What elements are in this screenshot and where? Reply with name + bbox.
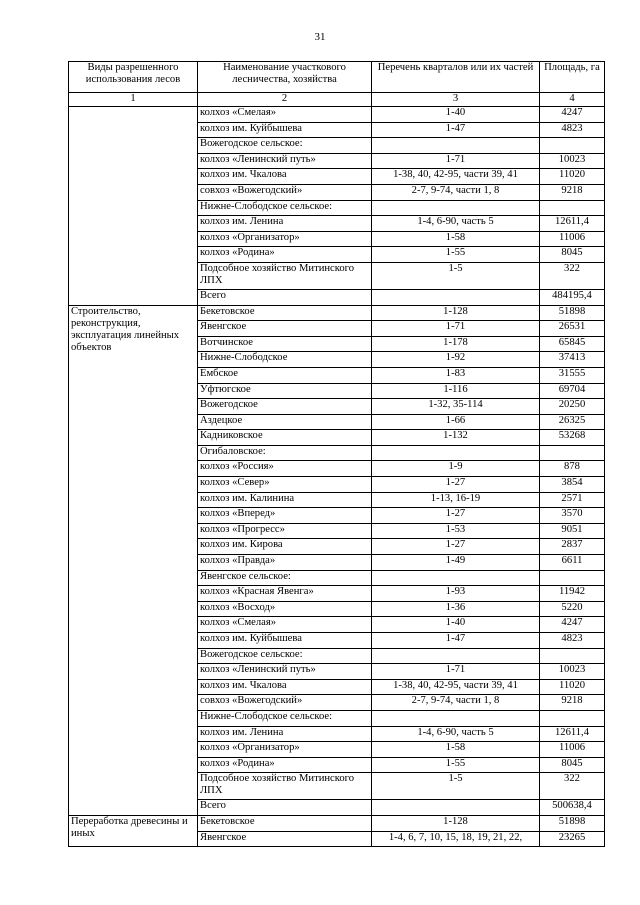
forestry-name-cell: совхоз «Вожегодский» (198, 184, 372, 200)
quarters-cell: 1-128 (372, 815, 540, 831)
header-use-type: Виды разрешенного использования лесов (69, 62, 198, 93)
column-number: 3 (372, 93, 540, 107)
header-forestry-name: Наименование участкового лесничества, хозяйства (198, 62, 372, 93)
quarters-cell (372, 289, 540, 305)
forestry-name-cell: колхоз им. Куйбышева (198, 122, 372, 138)
area-cell: 11006 (540, 742, 605, 758)
forestry-name-cell: колхоз «Правда» (198, 555, 372, 571)
area-cell: 2837 (540, 539, 605, 555)
quarters-cell: 1-4, 6-90, часть 5 (372, 216, 540, 232)
area-cell: 20250 (540, 399, 605, 415)
forestry-name-cell: колхоз «Север» (198, 477, 372, 493)
forestry-name-cell: колхоз «Красная Явенга» (198, 586, 372, 602)
forest-use-table (68, 61, 605, 847)
quarters-cell: 1-27 (372, 477, 540, 493)
quarters-cell (372, 648, 540, 664)
forestry-name-cell: Бекетовское (198, 305, 372, 321)
area-cell: 9218 (540, 184, 605, 200)
area-cell: 3570 (540, 508, 605, 524)
area-cell (540, 200, 605, 216)
quarters-cell (372, 710, 540, 726)
quarters-cell: 1-58 (372, 231, 540, 247)
area-cell (540, 570, 605, 586)
quarters-cell: 1-49 (372, 555, 540, 571)
quarters-cell: 1-71 (372, 153, 540, 169)
area-cell: 11006 (540, 231, 605, 247)
forestry-name-cell: колхоз «Смелая» (198, 617, 372, 633)
column-number: 4 (540, 93, 605, 107)
forestry-name-cell: Явенгское (198, 321, 372, 337)
area-cell: 10023 (540, 153, 605, 169)
quarters-cell: 1-47 (372, 633, 540, 649)
area-cell: 878 (540, 461, 605, 477)
forestry-name-cell: колхоз «Ленинский путь» (198, 153, 372, 169)
forestry-name-cell: Аздецкое (198, 414, 372, 430)
quarters-cell: 1-5 (372, 262, 540, 289)
area-cell: 484195,4 (540, 289, 605, 305)
forestry-name-cell: колхоз «Россия» (198, 461, 372, 477)
use-type-cell (69, 107, 198, 306)
area-cell: 4823 (540, 633, 605, 649)
forestry-name-cell: Подсобное хозяйство Митинского ЛПХ (198, 262, 372, 289)
forestry-name-cell: колхоз «Восход» (198, 601, 372, 617)
column-number: 1 (69, 93, 198, 107)
quarters-cell: 1-55 (372, 757, 540, 773)
forestry-name-cell: Вожегодское (198, 399, 372, 415)
forestry-name-cell: Всего (198, 289, 372, 305)
table-row (69, 815, 605, 831)
area-cell: 11020 (540, 679, 605, 695)
forestry-name-cell: Вотчинское (198, 336, 372, 352)
area-cell: 322 (540, 262, 605, 289)
forestry-name-cell: колхоз им. Куйбышева (198, 633, 372, 649)
area-cell: 8045 (540, 247, 605, 263)
area-cell: 9051 (540, 523, 605, 539)
area-cell: 8045 (540, 757, 605, 773)
header-quarters: Перечень кварталов или их частей (372, 62, 540, 93)
area-cell: 51898 (540, 815, 605, 831)
quarters-cell: 1-93 (372, 586, 540, 602)
area-cell: 3854 (540, 477, 605, 493)
area-cell (540, 710, 605, 726)
quarters-cell (372, 800, 540, 816)
forestry-name-cell: Уфтюгское (198, 383, 372, 399)
forestry-name-cell: колхоз им. Ленина (198, 726, 372, 742)
quarters-cell: 1-66 (372, 414, 540, 430)
area-cell: 10023 (540, 664, 605, 680)
area-cell: 2571 (540, 492, 605, 508)
quarters-cell: 2-7, 9-74, части 1, 8 (372, 695, 540, 711)
quarters-cell (372, 570, 540, 586)
quarters-cell: 1-27 (372, 508, 540, 524)
area-cell: 26531 (540, 321, 605, 337)
area-cell: 51898 (540, 305, 605, 321)
quarters-cell: 1-27 (372, 539, 540, 555)
forestry-name-cell: колхоз «Организатор» (198, 742, 372, 758)
forestry-name-cell: колхоз им. Калинина (198, 492, 372, 508)
forestry-name-cell: колхоз им. Чкалова (198, 169, 372, 185)
page-number: 31 (314, 31, 326, 43)
area-cell (540, 445, 605, 461)
column-number: 2 (198, 93, 372, 107)
forestry-name-cell: колхоз им. Ленина (198, 216, 372, 232)
area-cell: 6611 (540, 555, 605, 571)
forestry-name-cell: совхоз «Вожегодский» (198, 695, 372, 711)
area-cell: 5220 (540, 601, 605, 617)
area-cell: 4247 (540, 617, 605, 633)
quarters-cell: 1-36 (372, 601, 540, 617)
forestry-name-cell: Явенгское сельское: (198, 570, 372, 586)
forestry-name-cell: Вожегодское сельское: (198, 138, 372, 154)
area-cell: 4823 (540, 122, 605, 138)
forestry-name-cell: колхоз «Прогресс» (198, 523, 372, 539)
table-row (69, 107, 605, 123)
quarters-cell: 1-47 (372, 122, 540, 138)
table-row (69, 305, 605, 321)
forestry-name-cell: Огибаловское: (198, 445, 372, 461)
area-cell: 37413 (540, 352, 605, 368)
forestry-name-cell: колхоз «Ленинский путь» (198, 664, 372, 680)
column-number-row (69, 93, 605, 107)
forestry-name-cell: Вожегодское сельское: (198, 648, 372, 664)
area-cell: 500638,4 (540, 800, 605, 816)
quarters-cell: 1-178 (372, 336, 540, 352)
quarters-cell: 1-32, 35-114 (372, 399, 540, 415)
forestry-name-cell: колхоз «Вперед» (198, 508, 372, 524)
area-cell: 322 (540, 773, 605, 800)
quarters-cell: 1-13, 16-19 (372, 492, 540, 508)
area-cell: 69704 (540, 383, 605, 399)
area-cell: 11942 (540, 586, 605, 602)
forestry-name-cell: колхоз «Смелая» (198, 107, 372, 123)
quarters-cell: 1-58 (372, 742, 540, 758)
forestry-name-cell: Кадниковское (198, 430, 372, 446)
area-cell: 65845 (540, 336, 605, 352)
quarters-cell: 1-38, 40, 42-95, части 39, 41 (372, 679, 540, 695)
forestry-name-cell: Нижне-Слободское сельское: (198, 710, 372, 726)
quarters-cell: 1-83 (372, 367, 540, 383)
area-cell: 53268 (540, 430, 605, 446)
area-cell: 12611,4 (540, 216, 605, 232)
quarters-cell: 1-71 (372, 664, 540, 680)
forestry-name-cell: Ембское (198, 367, 372, 383)
quarters-cell: 1-40 (372, 107, 540, 123)
quarters-cell: 1-4, 6, 7, 10, 15, 18, 19, 21, 22, (372, 831, 540, 847)
quarters-cell: 1-4, 6-90, часть 5 (372, 726, 540, 742)
forestry-name-cell: колхоз им. Чкалова (198, 679, 372, 695)
quarters-cell: 1-40 (372, 617, 540, 633)
quarters-cell (372, 138, 540, 154)
area-cell: 4247 (540, 107, 605, 123)
quarters-cell (372, 200, 540, 216)
forestry-name-cell: Нижне-Слободское (198, 352, 372, 368)
header-area: Площадь, га (540, 62, 605, 93)
quarters-cell: 1-9 (372, 461, 540, 477)
quarters-cell: 1-116 (372, 383, 540, 399)
quarters-cell: 1-55 (372, 247, 540, 263)
quarters-cell: 1-92 (372, 352, 540, 368)
area-cell (540, 648, 605, 664)
forestry-name-cell: колхоз им. Кирова (198, 539, 372, 555)
use-type-cell: Переработка древесины и иных (69, 815, 198, 846)
area-cell (540, 138, 605, 154)
header-row (69, 62, 605, 93)
quarters-cell (372, 445, 540, 461)
area-cell: 26325 (540, 414, 605, 430)
forestry-name-cell: Нижне-Слободское сельское: (198, 200, 372, 216)
area-cell: 9218 (540, 695, 605, 711)
quarters-cell: 1-38, 40, 42-95, части 39, 41 (372, 169, 540, 185)
quarters-cell: 1-132 (372, 430, 540, 446)
forestry-name-cell: Явенгское (198, 831, 372, 847)
quarters-cell: 1-53 (372, 523, 540, 539)
quarters-cell: 1-128 (372, 305, 540, 321)
area-cell: 12611,4 (540, 726, 605, 742)
forestry-name-cell: колхоз «Родина» (198, 247, 372, 263)
forestry-name-cell: Всего (198, 800, 372, 816)
area-cell: 23265 (540, 831, 605, 847)
forestry-name-cell: Подсобное хозяйство Митинского ЛПХ (198, 773, 372, 800)
forestry-name-cell: колхоз «Родина» (198, 757, 372, 773)
use-type-cell: Строительство, реконструкция, эксплуатация линейных объектов (69, 305, 198, 815)
forestry-name-cell: Бекетовское (198, 815, 372, 831)
area-cell: 31555 (540, 367, 605, 383)
area-cell: 11020 (540, 169, 605, 185)
quarters-cell: 2-7, 9-74, части 1, 8 (372, 184, 540, 200)
table-body (69, 107, 605, 847)
quarters-cell: 1-5 (372, 773, 540, 800)
quarters-cell: 1-71 (372, 321, 540, 337)
forestry-name-cell: колхоз «Организатор» (198, 231, 372, 247)
